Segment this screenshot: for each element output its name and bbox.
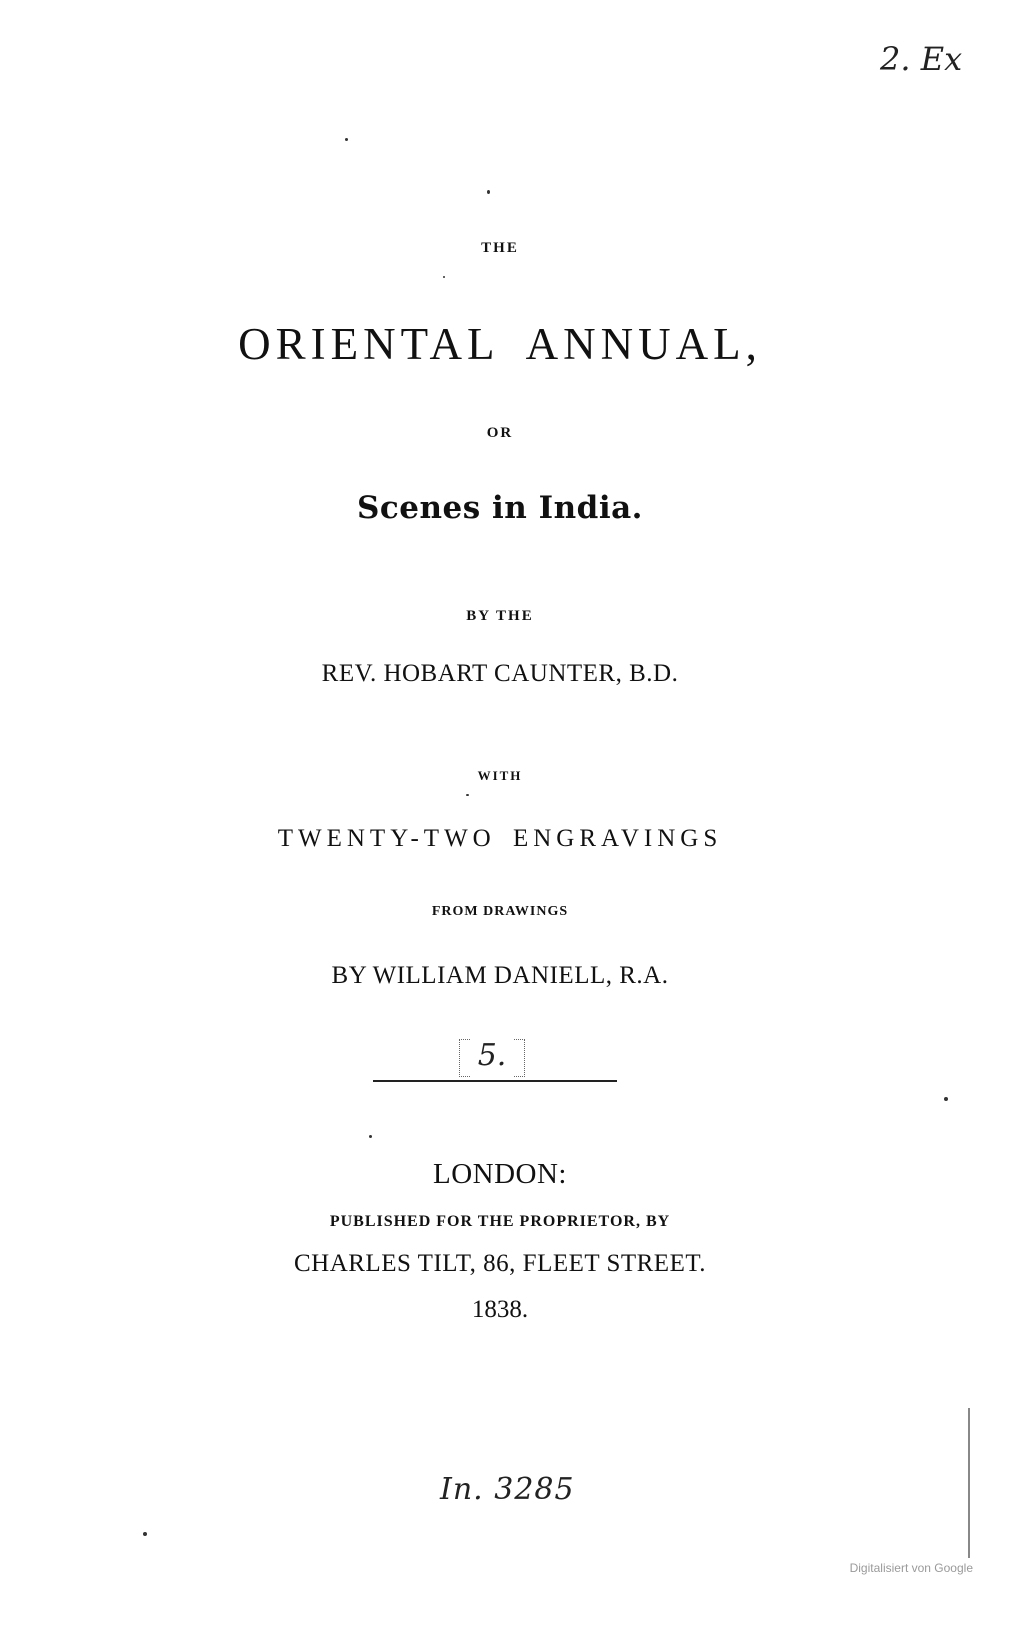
the-label: THE (481, 240, 519, 256)
publication-year: 1838. (471, 1296, 529, 1323)
ink-speck (944, 1097, 948, 1101)
divider-rule (373, 1080, 617, 1082)
handwritten-note-top: 2. Ex (880, 40, 963, 78)
with-label: WITH (477, 768, 523, 783)
ink-speck (369, 1135, 372, 1138)
ink-speck (443, 276, 445, 278)
digitization-watermark: Digitalisiert von Google (849, 1561, 973, 1575)
or-label: OR (486, 425, 514, 441)
ink-speck (487, 190, 490, 194)
artist-name: BY WILLIAM DANIELL, R.A. (331, 962, 669, 989)
page-edge-shadow (968, 1408, 970, 1558)
ink-speck (143, 1532, 147, 1536)
ink-speck (466, 794, 469, 796)
subtitle: Scenes in India. (357, 490, 643, 526)
engravings-line: TWENTY-TWO ENGRAVINGS (277, 825, 723, 852)
published-for-line: PUBLISHED FOR THE PROPRIETOR, BY (329, 1213, 671, 1230)
author-name: REV. HOBART CAUNTER, B.D. (321, 660, 679, 687)
bracket-right (514, 1039, 525, 1077)
ink-speck (345, 138, 348, 141)
shelfmark-stamp (457, 1033, 527, 1079)
from-drawings-label: FROM DRAWINGS (431, 904, 569, 919)
by-the-label: BY THE (466, 608, 534, 624)
publisher-address: CHARLES TILT, 86, FLEET STREET. (293, 1250, 707, 1277)
publication-place: LONDON: (433, 1158, 567, 1190)
shelfmark-number: 5. (477, 1038, 507, 1073)
bracket-left (459, 1039, 470, 1077)
handwritten-call-number: In. 3285 (440, 1472, 575, 1507)
main-title: ORIENTAL ANNUAL, (238, 319, 762, 369)
